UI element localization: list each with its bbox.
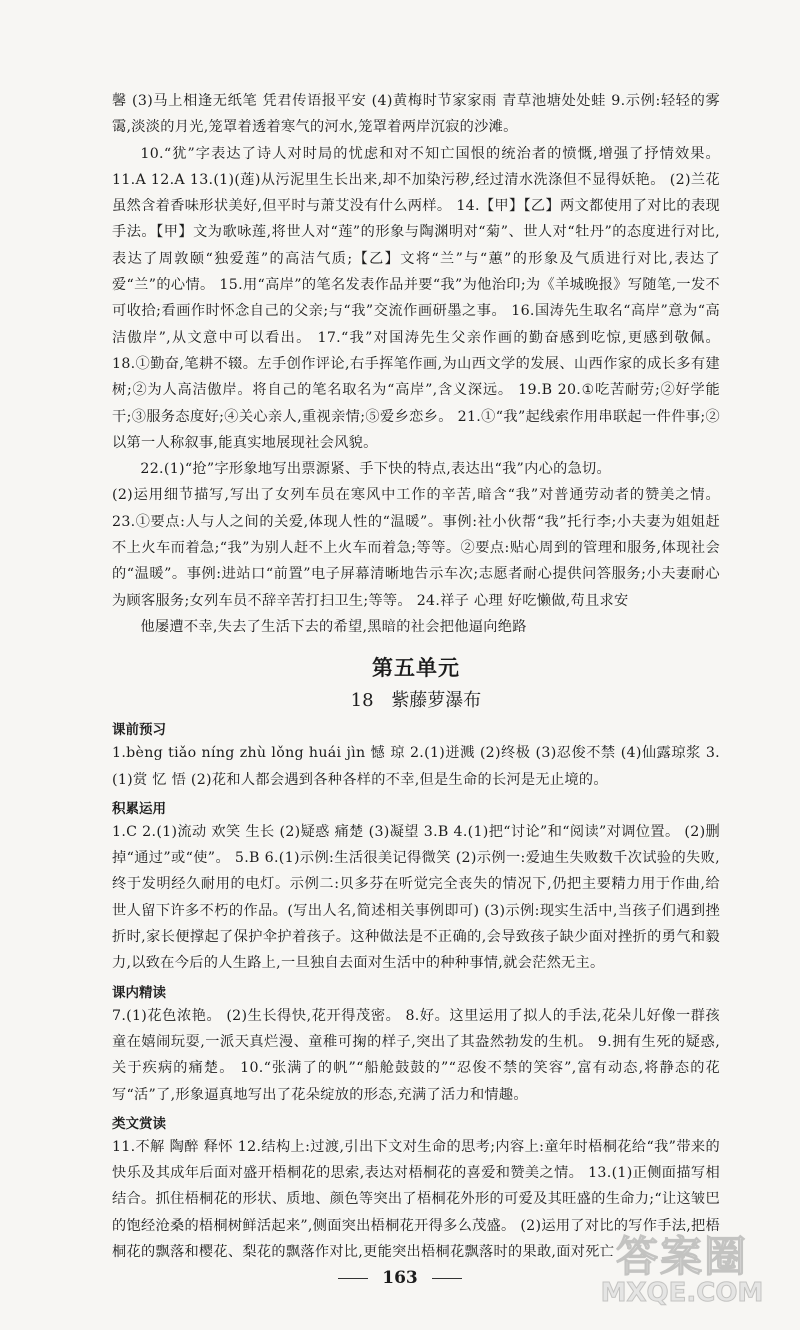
- page-number-dash-left: [338, 1278, 368, 1279]
- answer-page: [112, 88, 720, 1265]
- section-heading-practice: 积累运用: [112, 800, 166, 817]
- top-paragraph-2: 10.“犹”字表达了诗人对时局的忧虑和对不知亡国恨的统治者的愤慨,增强了抒情效果。 11.A 12.A 13.(1)(莲)从污泥里生长出来,却不加染污秽,经过清水洗涤但不显得妖艳。 (2)兰花虽然含着香味形状美好,但平时与萧艾没有什么两样。 14.【甲】【乙】两文都使用了对比的表现手法。【甲】文为歌咏莲,将世人对“莲”的形象与陶渊明对“菊”、世人对“牡丹”的态度进行对比,表达了周敦颐“独爱莲”的高洁气质;【乙】文将“兰”与“蕙”的形象及气质进行对比,表达了爱“兰”的心情。 15.用“高岸”的笔名发表作品并要“我”为他治印;为《羊城晚报》写随笔,一发不可收拾;看画作时怀念自己的父亲;与“我”交流作画研墨之事。 16.国涛先生取名“高岸”意为“高洁傲岸”,从文意中可以看出。 17.“我”对国涛先生父亲作画的勤奋感到吃惊,更感到敬佩。 18.①勤奋,笔耕不辍。左手创作评论,右手挥笔作画,为山西文学的发展、山西作家的成长多有建树;②为人高洁傲岸。将自己的笔名取名为“高岸”,含义深远。 19.B 20.①吃苦耐劳;②好学能干;③服务态度好;④关心亲人,重视亲情;⑤爱乡恋乡。 21.①“我”起线索作用串联起一件件事;②以第一人称叙事,能真实地展现社会风貌。: [112, 145, 720, 451]
- top-paragraph-3: 22.(1)“抢”字形象地写出票源紧、手下快的特点,表达出“我”内心的急切。: [140, 461, 612, 478]
- top-paragraph-5: 他屡遭不幸,失去了生活下去的希望,黑暗的社会把他逼向绝路: [140, 618, 527, 635]
- top-paragraph-4: (2)运用细节描写,写出了女列车员在寒风中工作的辛苦,暗含“我”对普通劳动者的赞美之情。 23.①要点:人与人之间的关爱,体现人性的“温暖”。事例:社小伙帮“我”托行李;小夫妻为姐姐赶不上火车而着急;“我”为别人赶不上火车而着急;等等。②要点:贴心周到的管理和服务,体现社会的“温暖”。事例:进站口“前置”电子屏幕清晰地告示车次;志愿者耐心提供问答服务;小夫妻耐心为顾客服务;女列车员不辞辛苦打扫卫生;等等。 24.祥子 心理 好吃懒做,苟且求安: [112, 487, 720, 609]
- section-heading-preview: 课前预习: [112, 722, 166, 739]
- section-close-reading-text: 7.(1)花色浓艳。 (2)生长得快,花开得茂密。 8.好。这里运用了拟人的手法,花朵儿好像一群孩童在嬉闹玩耍,一派天真烂漫、童稚可掬的样子,突出了其盎然勃发的生机。 9.拥有生死的疑惑,关于疾病的痛楚。 10.“张满了的帆”“船舱鼓鼓的”“忍俊不禁的笑容”,富有动态,将静态的花写“活”了,形象逼真地写出了花朵绽放的形态,充满了活力和情趣。: [112, 1007, 720, 1103]
- section-heading-extended-reading: 类文赏读: [112, 1115, 166, 1132]
- page-number-dash-right: [432, 1278, 462, 1279]
- top-paragraph-1: 馨 (3)马上相逢无纸笔 凭君传语报平安 (4)黄梅时节家家雨 青草池塘处处蛙 9.示例:轻轻的雾霭,淡淡的月光,笼罩着透着寒气的河水,笼罩着两岸沉寂的沙滩。: [112, 93, 720, 136]
- section-preview-text: 1.bèng tiǎo níng zhù lǒng huái jìn 憾 琼 2.(1)迸溅 (2)终极 (3)忍俊不禁 (4)仙露琼浆 3.(1)赏 忆 悟 (2)花和人都会遇到各种各样的不幸,但是生命的长河是无止境的。: [112, 745, 720, 788]
- lesson-title: [112, 686, 720, 712]
- watermark-top-text: 答案圈: [615, 1232, 748, 1281]
- watermark-logo: [582, 1224, 782, 1310]
- lesson-name: 紫藤萝瀑布: [391, 690, 482, 712]
- section-extended-reading-text: 11.不解 陶醉 释怀 12.结构上:过渡,引出下文对生命的思考;内容上:童年时梧桐花给“我”带来的快乐及其成年后面对盛开梧桐花的思索,表达对梧桐花的喜爱和赞美之情。 13.(1)正侧面描写相结合。抓住梧桐花的形状、质地、颜色等突出了梧桐花外形的可爱及其旺盛的生命力;“让这皱巴的饱经沧桑的梧桐树鲜活起来”,侧面突出梧桐花开得多么茂盛。 (2)运用了对比的写作手法,把梧桐花的飘落和樱花、梨花的飘落作对比,更能突出梧桐花飘落时的果敢,面对死亡: [112, 1138, 720, 1260]
- watermark-bottom-text: MXQE.COM: [600, 1278, 764, 1308]
- page-number-value: 163: [382, 1268, 418, 1288]
- section-heading-close-reading: 课内精读: [112, 984, 166, 1001]
- section-practice-text: 1.C 2.(1)流动 欢笑 生长 (2)疑惑 痛楚 (3)凝望 3.B 4.(1)把“讨论”和“阅读”对调位置。 (2)删掉“通过”或“使”。 5.B 6.(1)示例:生活很美记得微笑 (2)示例一:爱迪生失败数千次试验的失败,终于发明经久耐用的电灯。示例二:贝多芬在听觉完全丧失的情况下,仍把主要精力用于作曲,给世人留下许多不朽的作品。(写出人名,简述相关事例即可) (3)示例:现实生活中,当孩子们遇到挫折时,家长便撑起了保护伞护着孩子。这种做法是不正确的,会导致孩子缺少面对挫折的勇气和毅力,以致在今后的人生路上,一旦独自去面对生活中的种种事情,就会茫然无主。: [112, 823, 720, 972]
- lesson-number: 18: [350, 690, 374, 712]
- unit-title: 第五单元: [372, 656, 460, 681]
